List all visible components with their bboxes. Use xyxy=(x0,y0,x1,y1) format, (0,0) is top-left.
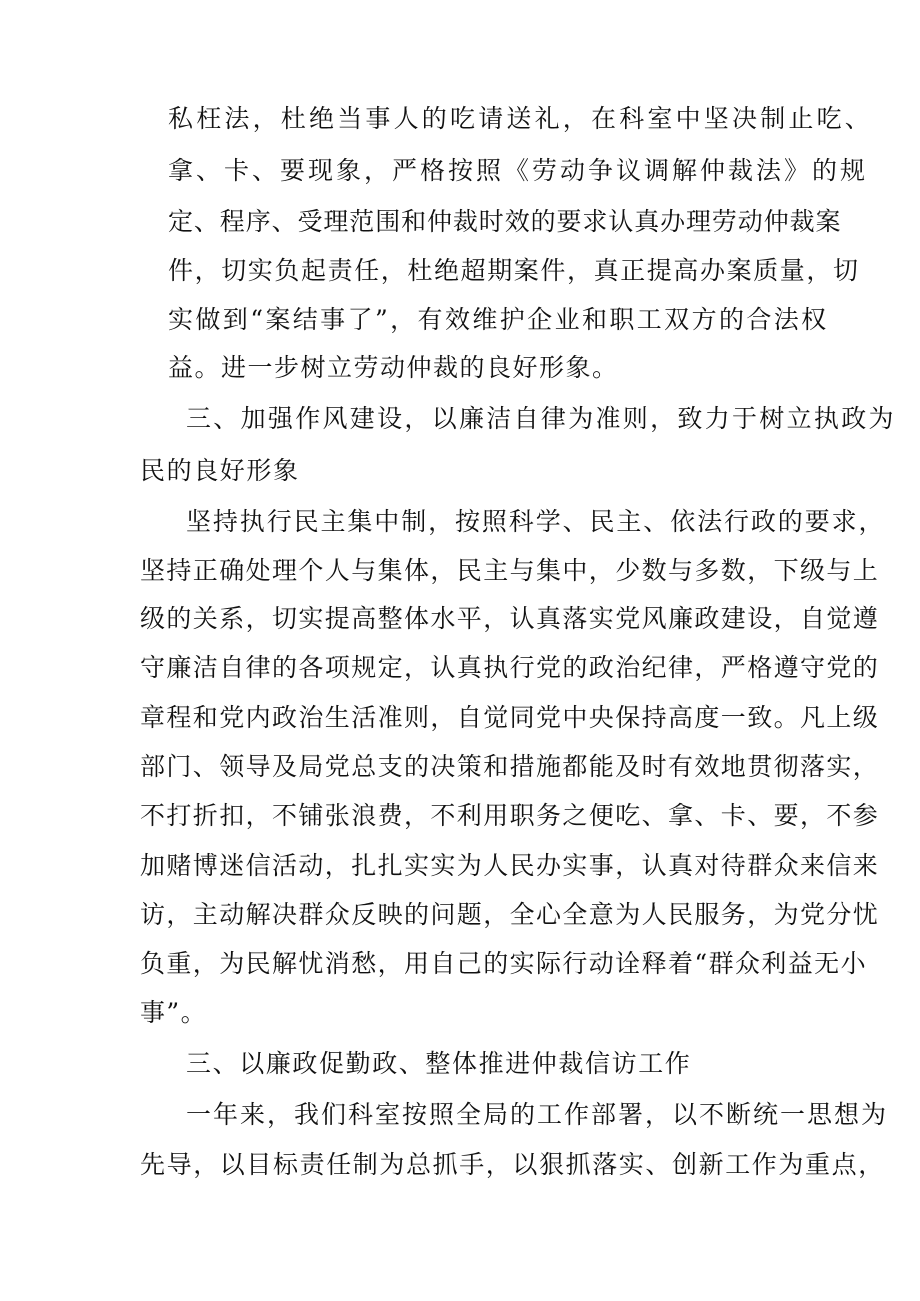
paragraph-2-line-2: 坚持正确处理个人与集体，民主与集中，少数与多数，下级与上 xyxy=(140,556,880,585)
section-heading-1-line-2: 民的良好形象 xyxy=(140,456,300,485)
section-heading-2: 三、以廉政促勤政、整体推进仲裁信访工作 xyxy=(186,1049,692,1078)
section-heading-1-line-1: 三、加强作风建设，以廉洁自律为准则，致力于树立执政为 xyxy=(186,404,896,433)
paragraph-3-line-1: 一年来，我们科室按照全局的工作部署，以不断统一思想为 xyxy=(186,1100,889,1129)
paragraph-2-line-8: 加赌博迷信活动，扎扎实实为人民办实事，认真对待群众来信来 xyxy=(140,851,880,880)
paragraph-2-line-3: 级的关系，切实提高整体水平，认真落实党风廉政建设，自觉遵 xyxy=(140,604,880,633)
paragraph-1-line-3: 定、程序、受理范围和仲裁时效的要求认真办理劳动仲裁案 xyxy=(168,207,842,236)
paragraph-3-line-2: 先导，以目标责任制为总抓手，以狠抓落实、创新工作为重点， xyxy=(140,1150,885,1179)
paragraph-1-line-5: 实做到“案结事了”，有效维护企业和职工双方的合法权 xyxy=(168,305,829,334)
paragraph-1-line-6: 益。进一步树立劳动仲裁的良好形象。 xyxy=(168,353,619,382)
paragraph-2-line-4: 守廉洁自律的各项规定，认真执行党的政治纪律，严格遵守党的 xyxy=(140,653,880,682)
paragraph-2-line-6: 部门、领导及局党总支的决策和措施都能及时有效地贯彻落实， xyxy=(140,752,880,781)
paragraph-2-line-5: 章程和党内政治生活准则，自觉同党中央保持高度一致。凡上级 xyxy=(140,703,880,732)
paragraph-2-line-1: 坚持执行民主集中制，按照科学、民主、依法行政的要求， xyxy=(186,507,886,536)
paragraph-1-line-2: 拿、卡、要现象，严格按照《劳动争议调解仲裁法》的规 xyxy=(168,156,869,185)
paragraph-1-line-1: 私枉法，杜绝当事人的吃请送礼，在科室中坚决制止吃、 xyxy=(168,104,874,133)
paragraph-2-line-7: 不打折扣，不铺张浪费，不利用职务之便吃、拿、卡、要，不参 xyxy=(140,801,880,830)
paragraph-2-line-11: 事”。 xyxy=(140,998,207,1027)
paragraph-1-line-4: 件，切实负起责任，杜绝超期案件，真正提高办案质量，切 xyxy=(168,256,860,285)
paragraph-2-line-10: 负重，为民解忧消愁，用自己的实际行动诠释着“群众利益无小 xyxy=(140,949,867,978)
paragraph-2-line-9: 访，主动解决群众反映的问题，全心全意为人民服务，为党分忧 xyxy=(140,900,880,929)
